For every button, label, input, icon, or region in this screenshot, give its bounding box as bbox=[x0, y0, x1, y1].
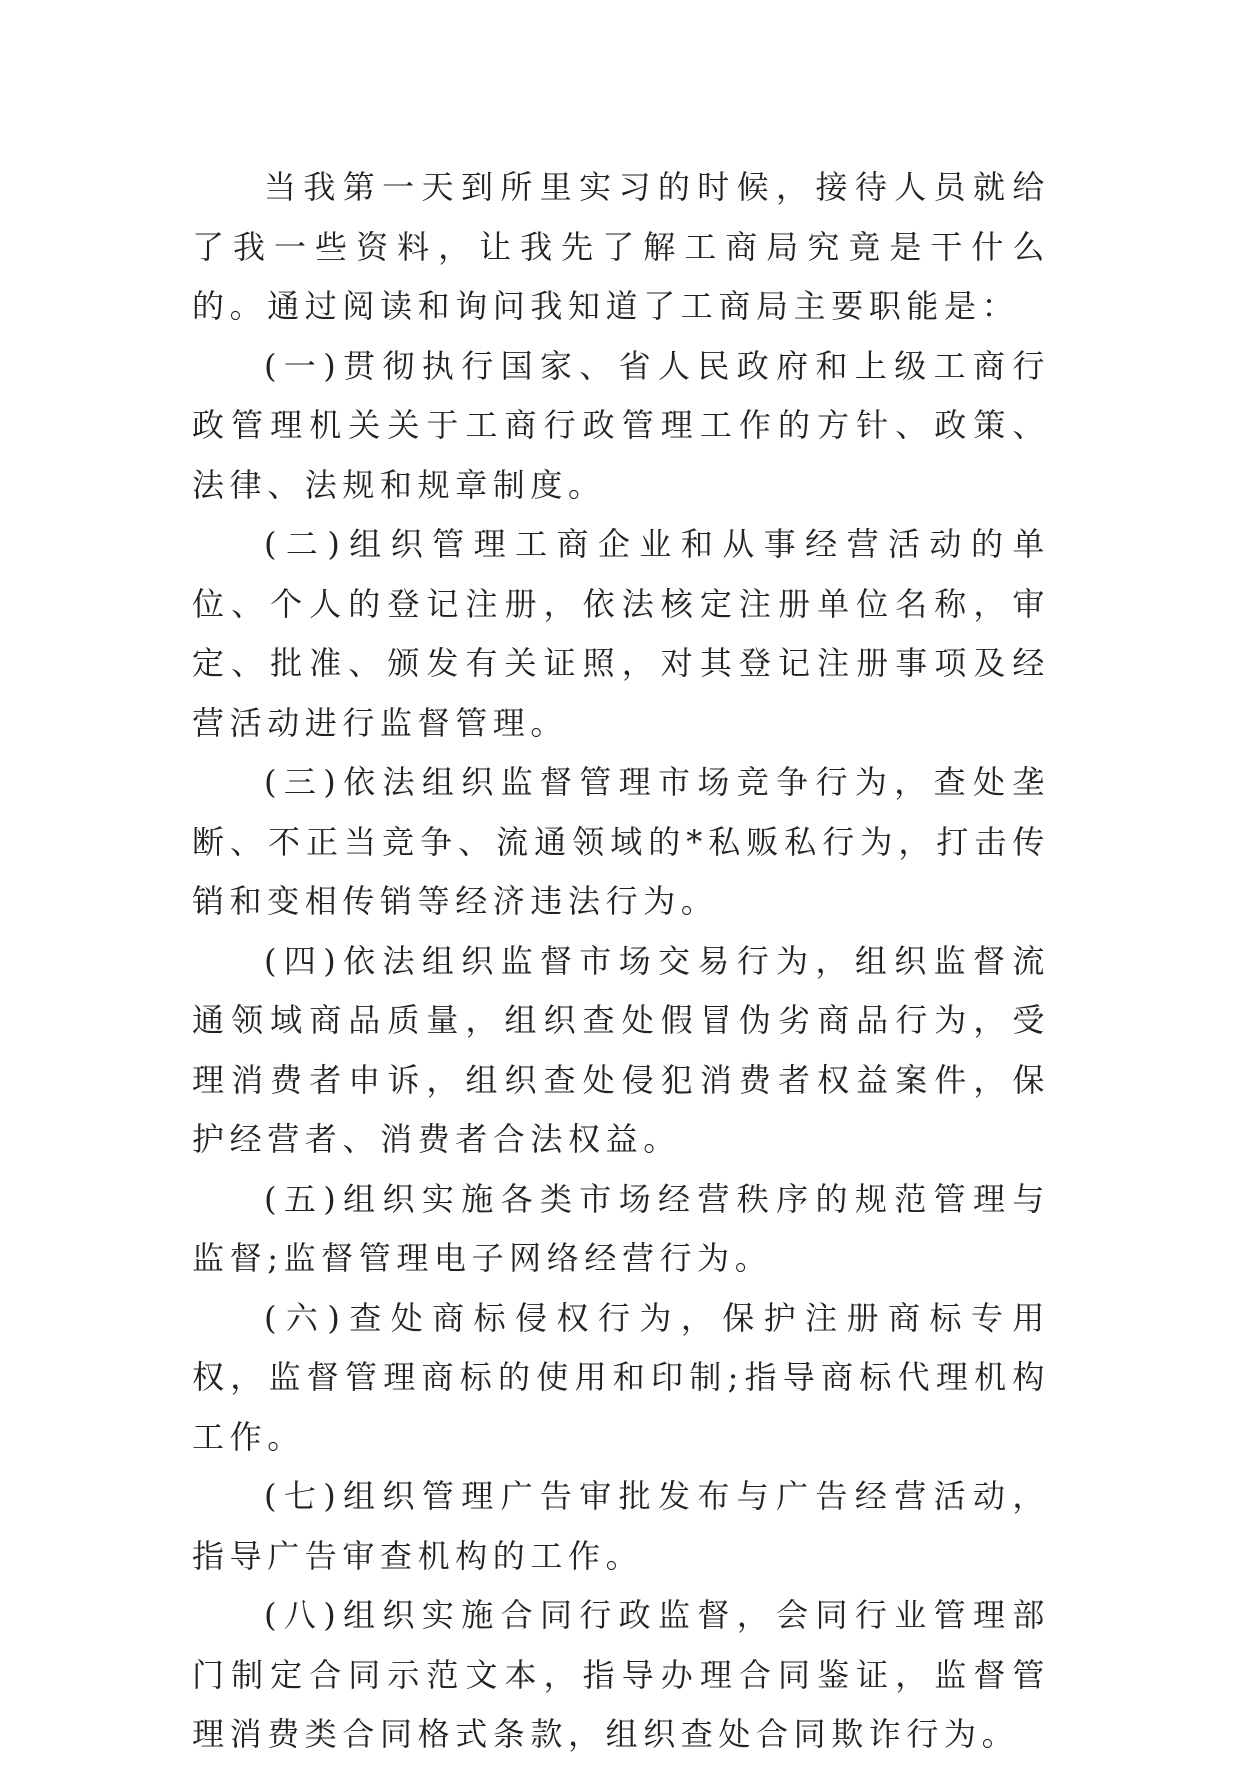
paragraph-item-4: (四)依法组织监督市场交易行为，组织监督流通领域商品质量，组织查处假冒伪劣商品行为，受理消费者申诉，组织查处侵犯消费者权益案件，保护经营者、消费者合法权益。 bbox=[192, 941, 1050, 1158]
paragraph-item-2: (二)组织管理工商企业和从事经营活动的单位、个人的登记注册，依法核定注册单位名称，审定、批准、颁发有关证照，对其登记注册事项及经营活动进行监督管理。 bbox=[192, 525, 1050, 742]
paragraph-item-1: (一)贯彻执行国家、省人民政府和上级工商行政管理机关关于工商行政管理工作的方针、政策、法律、法规和规章制度。 bbox=[192, 346, 1050, 504]
paragraph-intro: 当我第一天到所里实习的时候，接待人员就给了我一些资料，让我先了解工商局究竟是干什么的。通过阅读和询问我知道了工商局主要职能是： bbox=[192, 168, 1050, 325]
paragraph-item-6: (六)查处商标侵权行为，保护注册商标专用权，监督管理商标的使用和印制;指导商标代理机构工作。 bbox=[192, 1298, 1050, 1456]
document-body bbox=[192, 158, 1050, 1765]
paragraph-item-7: (七)组织管理广告审批发布与广告经营活动，指导广告审查机构的工作。 bbox=[192, 1477, 1050, 1575]
paragraph-item-3: (三)依法组织监督管理市场竞争行为，查处垄断、不正当竞争、流通领域的*私贩私行为，打击传销和变相传销等经济违法行为。 bbox=[192, 763, 1050, 920]
paragraph-item-5: (五)组织实施各类市场经营秩序的规范管理与监督;监督管理电子网络经营行为。 bbox=[192, 1179, 1050, 1277]
paragraph-item-8: (八)组织实施合同行政监督，会同行业管理部门制定合同示范文本，指导办理合同鉴证，监督管理消费类合同格式条款，组织查处合同欺诈行为。 bbox=[192, 1596, 1050, 1753]
